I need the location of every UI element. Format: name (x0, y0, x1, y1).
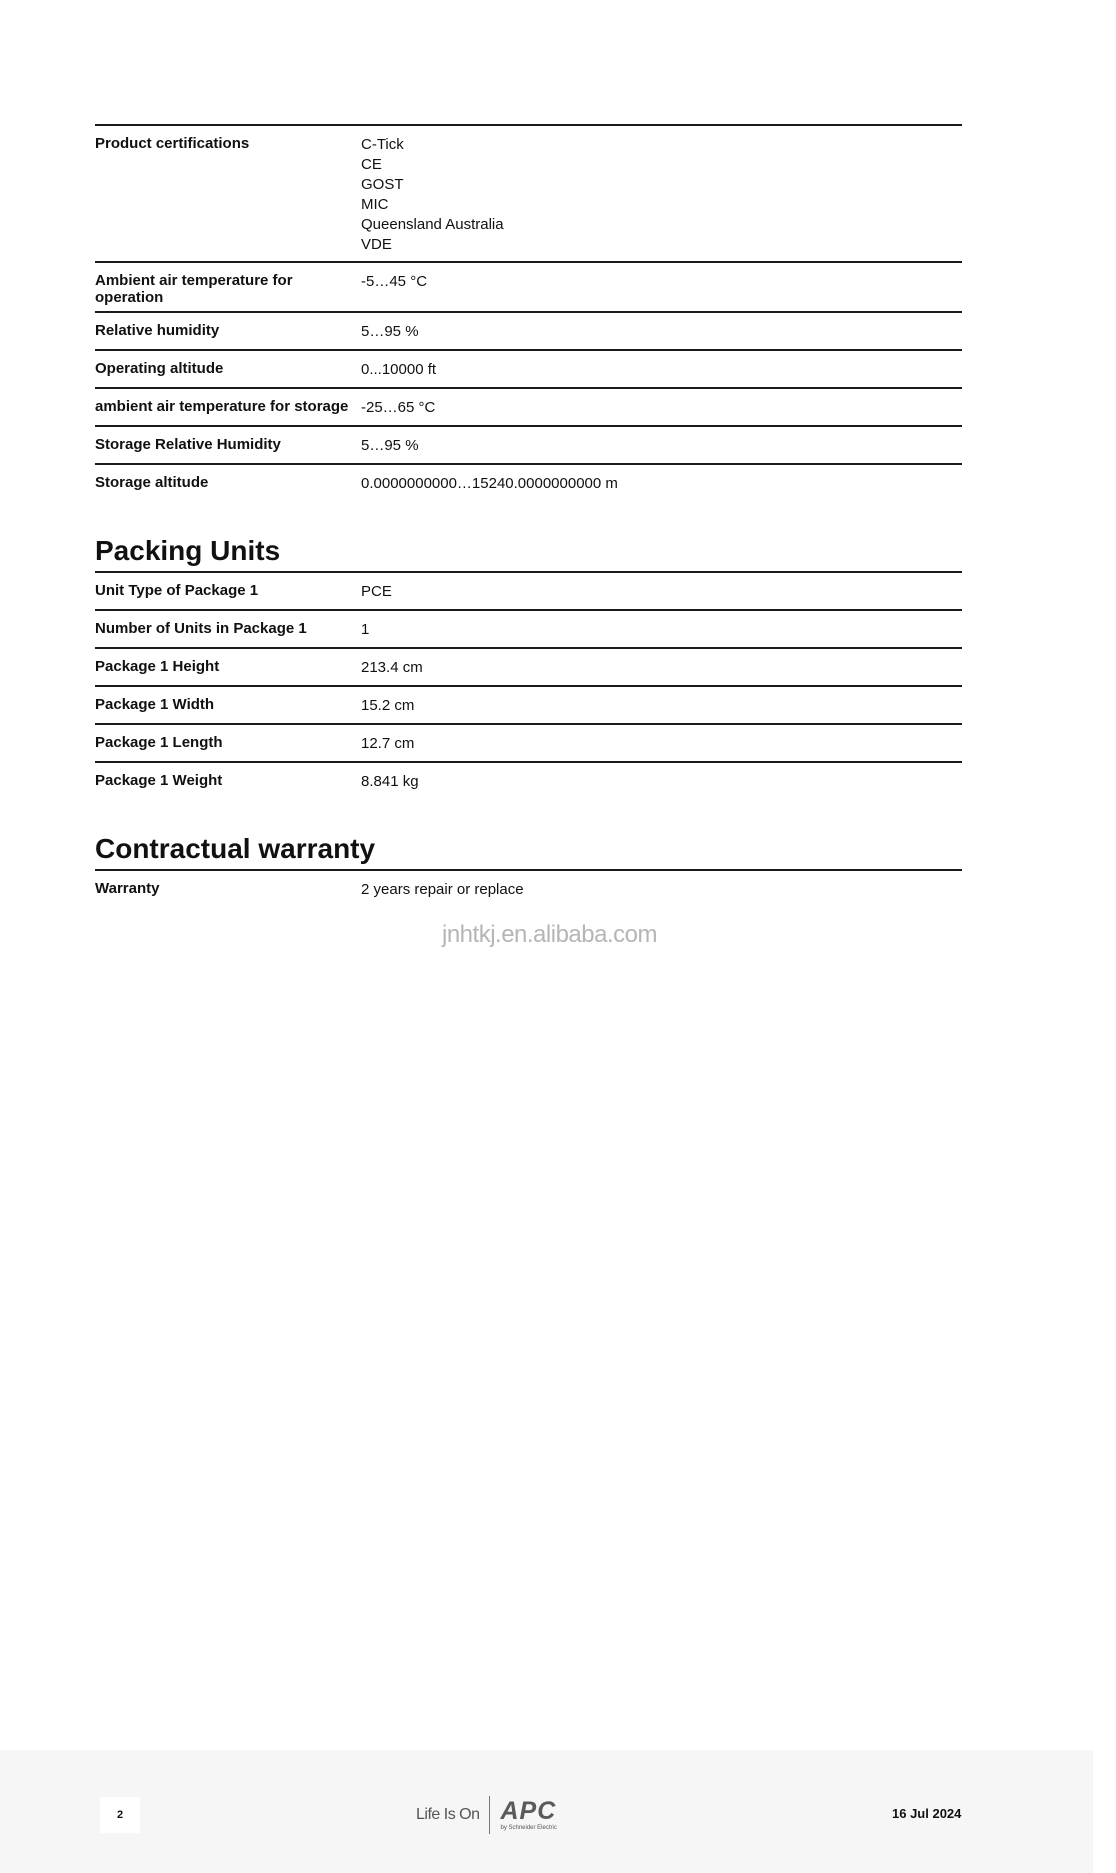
apc-logo-block (500, 1798, 556, 1832)
spec-row-relative-humidity (95, 311, 962, 349)
brand-divider (489, 1796, 490, 1834)
apc-logo-subtitle: by Schneider Electric (500, 1825, 557, 1831)
spec-value: 1 (361, 621, 370, 638)
spec-value: 12.7 cm (361, 735, 415, 752)
spec-value: -5…45 °C (361, 273, 428, 290)
spec-value: 8.841 kg (361, 773, 419, 790)
certification-item: Queensland Australia (361, 216, 504, 233)
spec-value: 0.0000000000…15240.0000000000 m (361, 475, 618, 492)
page-number: 2 (100, 1797, 140, 1833)
brand-logo (416, 1793, 557, 1837)
spec-label: Operating altitude (95, 360, 224, 377)
spec-label: Product certifications (95, 135, 250, 152)
spec-value: PCE (361, 583, 392, 600)
spec-label: Warranty (95, 880, 160, 897)
spec-row-warranty (95, 869, 962, 907)
spec-row-storage-altitude (95, 463, 962, 501)
certification-item: GOST (361, 176, 404, 193)
certification-list (361, 126, 962, 261)
spec-label: Package 1 Width (95, 696, 215, 713)
spec-label: ambient air temperature for storage (95, 398, 349, 415)
spec-value: 2 years repair or replace (361, 881, 524, 898)
spec-row-unit-type (95, 571, 962, 609)
spec-value: -25…65 °C (361, 399, 436, 416)
section-title-packing-units: Packing Units (95, 535, 281, 566)
certification-item: MIC (361, 196, 389, 213)
spec-row-operating-altitude (95, 349, 962, 387)
spec-label: Ambient air temperature for operation (95, 272, 293, 306)
spec-label: Package 1 Weight (95, 772, 223, 789)
document-date: 16 Jul 2024 (892, 1806, 962, 1821)
spec-label: Storage altitude (95, 474, 209, 491)
spec-value: 15.2 cm (361, 697, 415, 714)
spec-value: 5…95 % (361, 437, 419, 454)
certification-item: CE (361, 156, 382, 173)
certification-item: C-Tick (361, 136, 404, 153)
spec-row-ambient-storage (95, 387, 962, 425)
spec-label: Package 1 Height (95, 658, 220, 675)
spec-row-package-length (95, 723, 962, 761)
brand-tagline: Life Is On (416, 1806, 480, 1823)
spec-value: 0...10000 ft (361, 361, 437, 378)
spec-value: 5…95 % (361, 323, 419, 340)
spec-label: Relative humidity (95, 322, 220, 339)
section-title-contractual-warranty: Contractual warranty (95, 833, 376, 864)
spec-row-number-of-units (95, 609, 962, 647)
spec-label: Unit Type of Package 1 (95, 582, 259, 599)
watermark-text: jnhtkj.en.alibaba.com (442, 921, 657, 948)
spec-row-package-height (95, 647, 962, 685)
spec-content (95, 124, 962, 907)
spec-label: Storage Relative Humidity (95, 436, 281, 453)
spec-row-storage-humidity (95, 425, 962, 463)
apc-logo: APC (500, 1797, 557, 1825)
spec-label: Package 1 Length (95, 734, 223, 751)
certification-item: VDE (361, 236, 392, 253)
spec-row-package-width (95, 685, 962, 723)
spec-row-package-weight (95, 761, 962, 799)
spec-row-product-certifications (95, 124, 962, 261)
spec-value: 213.4 cm (361, 659, 423, 676)
spec-label: Number of Units in Package 1 (95, 620, 307, 637)
spec-row-ambient-operation (95, 261, 962, 311)
